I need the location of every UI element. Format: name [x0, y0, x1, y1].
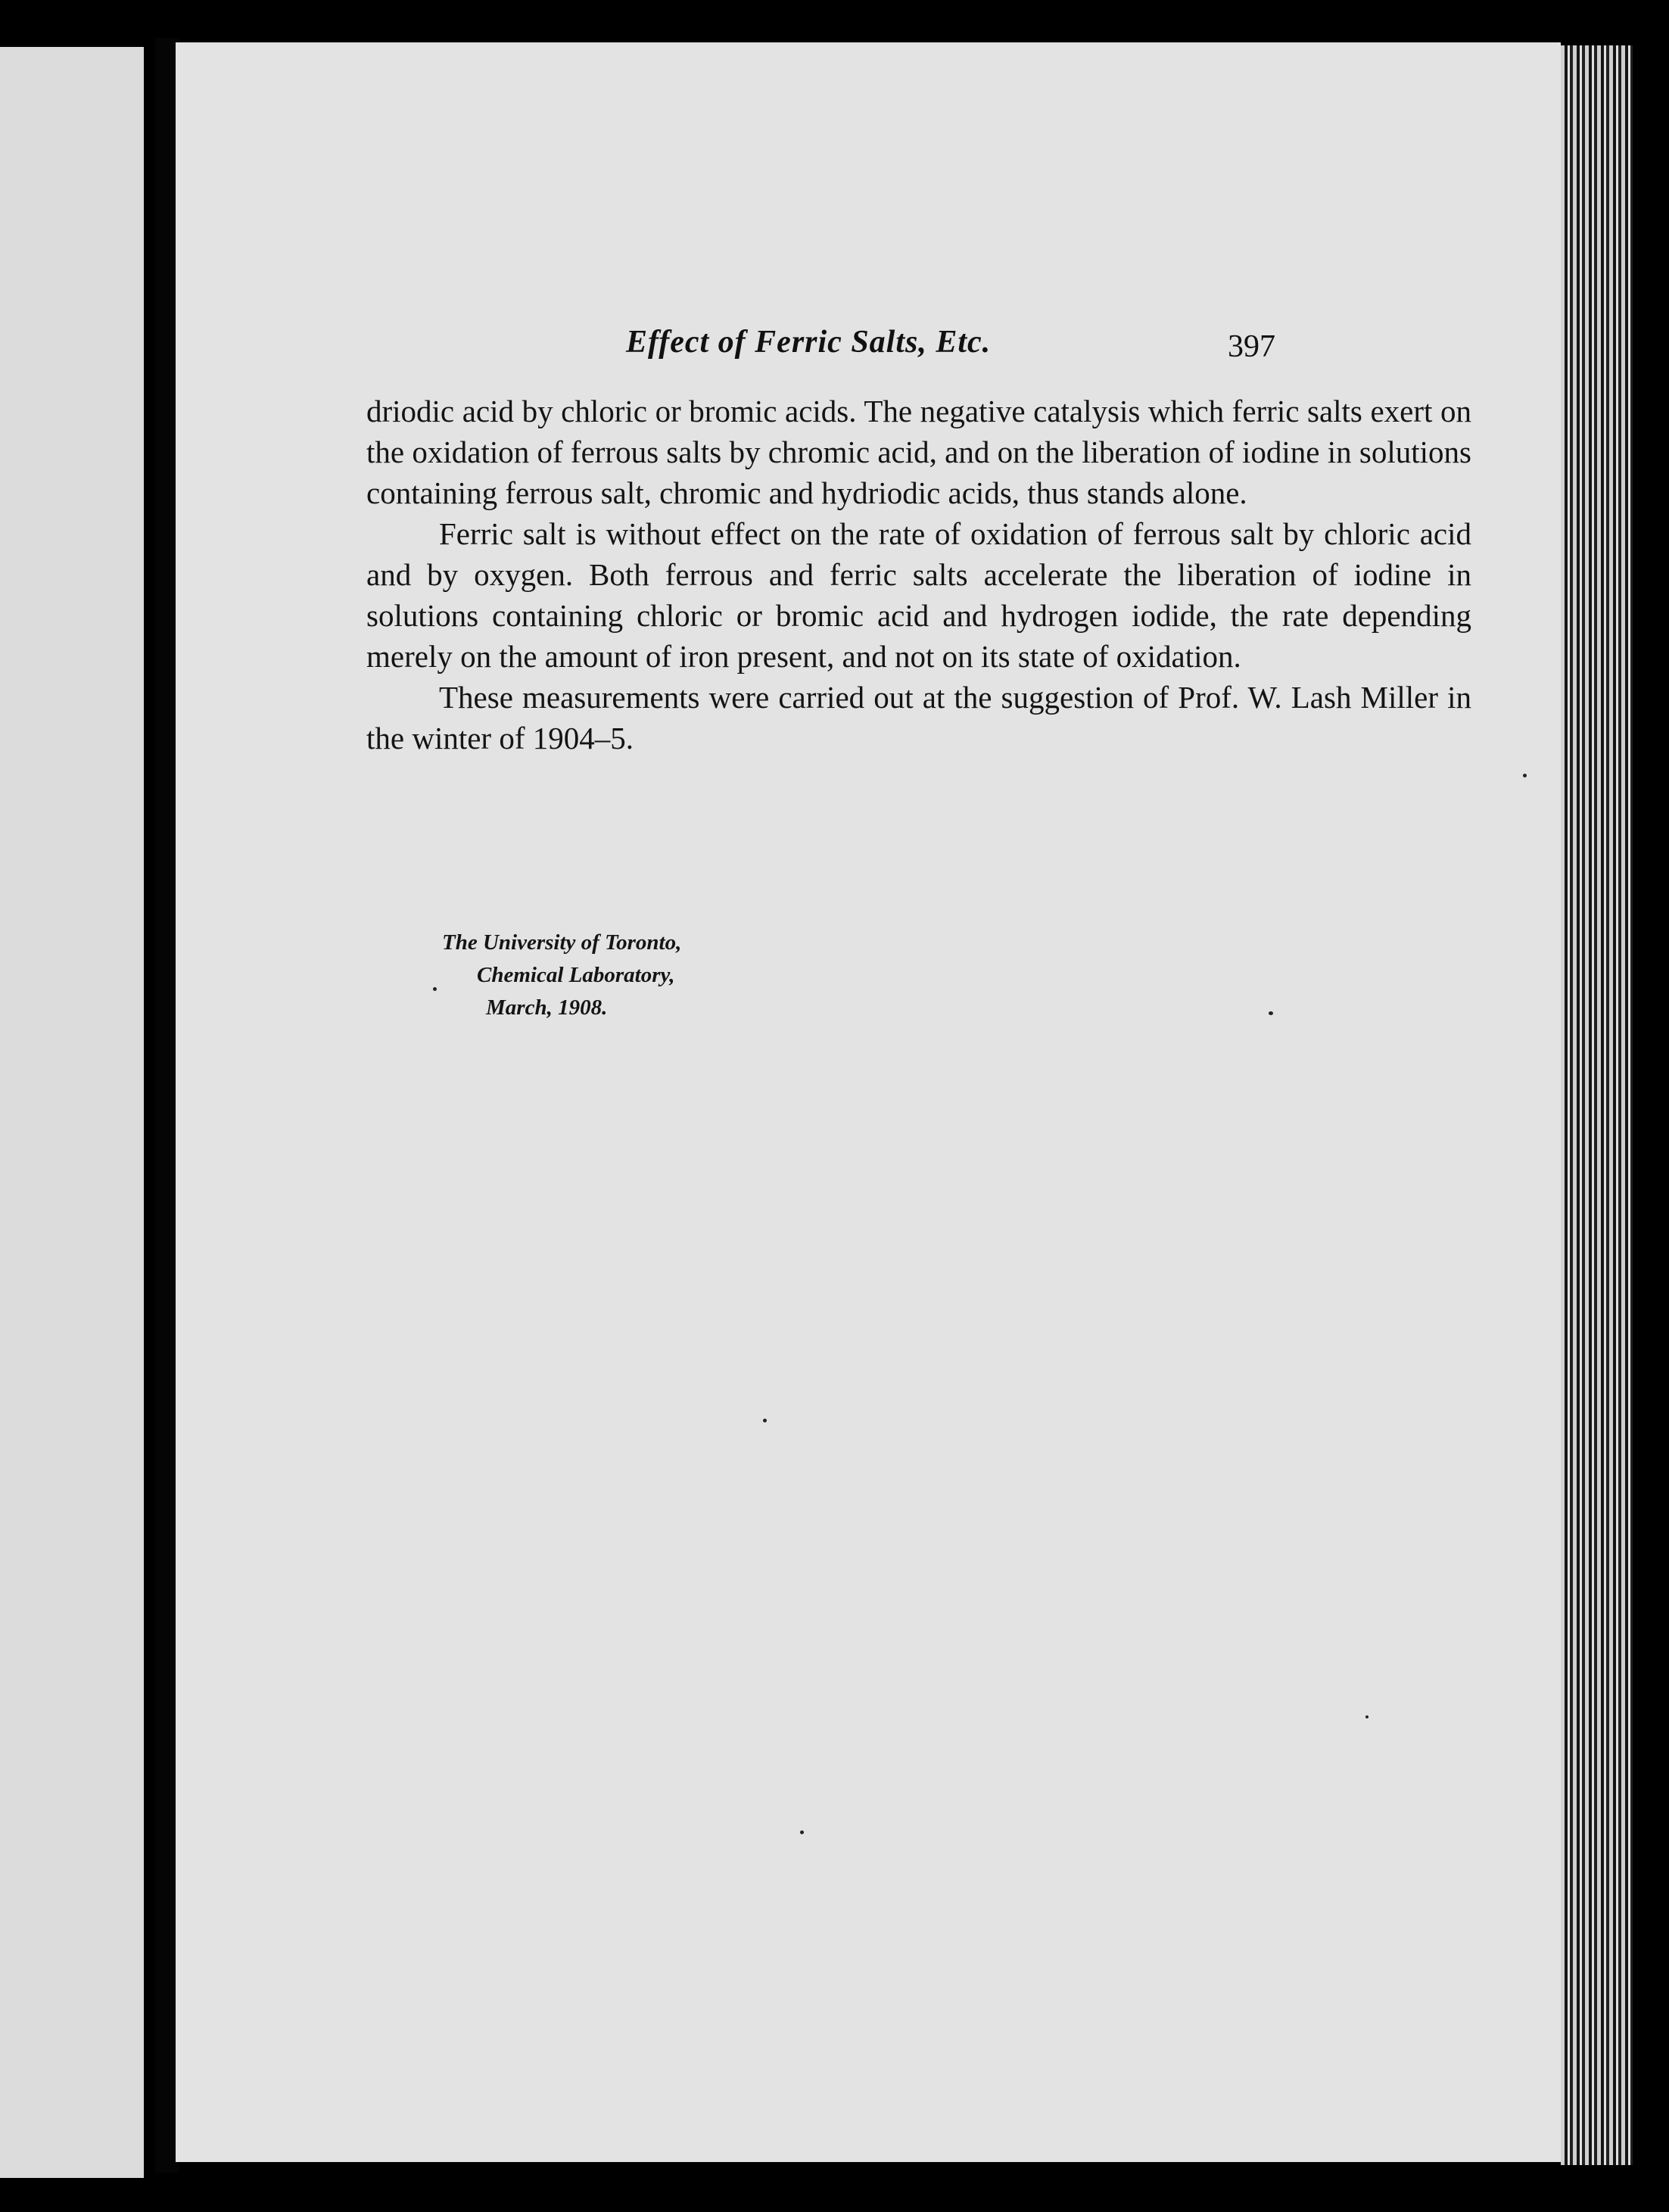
scan-speck — [1523, 774, 1527, 777]
running-title: Effect of Ferric Salts, Etc. — [626, 325, 992, 360]
paragraph-continuation: driodic acid by chloric or bromic acids. The negative catalysis which ferric salts exert on the oxidation of ferrous salts by chromic acid, and on the liberation of iodine in solutions containing ferrous salt, chromic and hydriodic acids, thus stands alone. — [366, 394, 1471, 510]
address-institution: The University of Toronto, — [442, 930, 682, 955]
scan-speck — [1365, 1715, 1369, 1718]
page-edge-stack — [1561, 45, 1633, 2165]
scan-speck — [1269, 1011, 1273, 1015]
scanned-page — [176, 42, 1561, 2162]
scan-speck — [433, 987, 437, 991]
paragraph-acknowledgement: These measurements were carried out at the suggestion of Prof. W. Lash Miller in the winter of 1904–5. — [366, 680, 1471, 756]
facing-page-edge — [0, 47, 144, 2178]
running-head — [176, 324, 1561, 369]
paragraph-ferric-salt: Ferric salt is without effect on the rate of oxidation of ferrous salt by chloric acid and by oxygen. Both ferrous and ferric salts accelerate the liberation of iodine in solutions containing chloric or bromic acid and hydrogen iodide, the rate depending merely on the amount of iron present, and not on its state of oxidation. — [366, 516, 1471, 674]
author-address — [442, 927, 681, 1024]
page-number: 397 — [1228, 329, 1275, 364]
address-department: Chemical Laboratory, — [477, 963, 675, 987]
address-date: March, 1908. — [486, 995, 608, 1020]
scan-speck — [763, 1419, 767, 1422]
body-text — [366, 391, 1471, 759]
scan-speck — [800, 1830, 804, 1834]
